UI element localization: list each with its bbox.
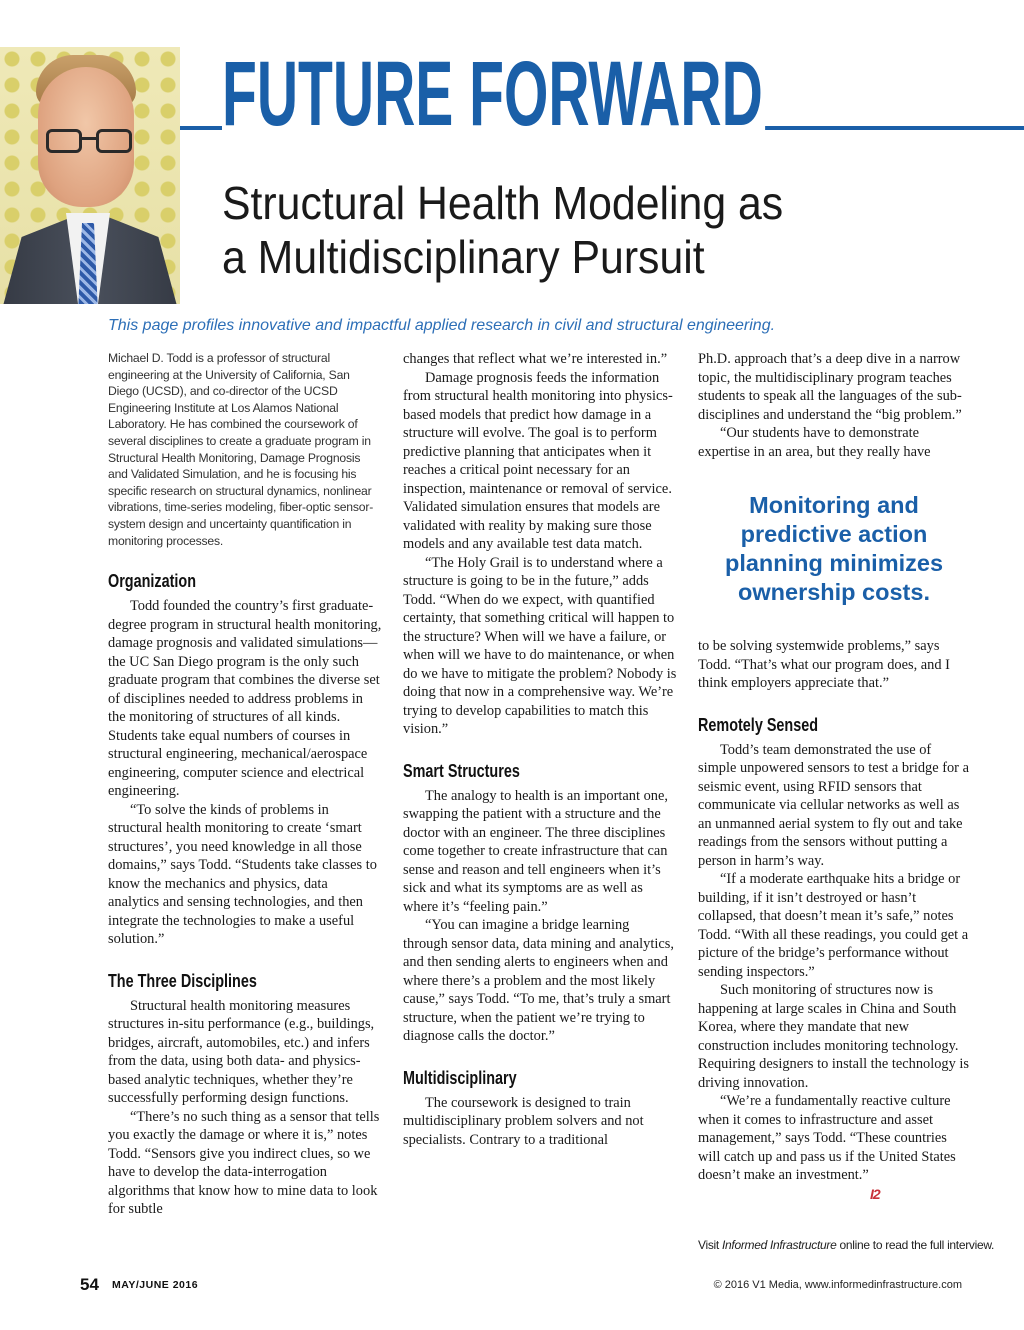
intro-text: This page profiles innovative and impactful applied research in civil and structural engineering. [108, 317, 776, 334]
photo-glasses [46, 129, 132, 155]
article-title-line2: a Multidisciplinary Pursuit [222, 231, 705, 283]
article-title-line1: Structural Health Modeling as [222, 177, 784, 229]
issue-date: MAY/JUNE 2016 [112, 1279, 199, 1291]
paragraph: “Our students have to demonstrate expertise in an area, but they really have [698, 425, 931, 460]
paragraph: Ph.D. approach that’s a deep dive in a narrow topic, the multidisciplinary program teaches students to speak all the languages of the sub-disciplines and understand the “big problem.” [698, 351, 962, 423]
paragraph: “To solve the kinds of problems in structural health monitoring to create ‘smart structures’, you need knowledge in all those domains,” says Todd. “Students take classes to know the mechanics and physics, data analytics and sensing technologies, and then integrate the technologies to make a useful solution.” [108, 801, 377, 948]
paragraph: The analogy to health is an important one, swapping the patient with a structure and the doctor with an engineer. The three disciplines come together to create infrastructure that can sense and reason and tell engineers when it’s sick and what its symptoms are as well as where it’s “feeling pain.” [403, 787, 668, 915]
paragraph: Todd founded the country’s first graduate-degree program in structural health monitoring, damage prognosis and validated simulations—the UC San Diego program is the only such graduate program that combines the diverse set of disciplines needed to address problems in the monitoring of structures of all kinds. Students take equal numbers of courses in structural engineering, mechanical/aerospace engineering, computer science and electrical engineering. [108, 598, 382, 800]
page-number: 54 [80, 1275, 99, 1294]
paragraph: Todd’s team demonstrated the use of simple unpowered sensors to test a bridge for a seismic event, using RFID sensors that communicate via cellular networks as well as an unmanned aerial system to fly out and take readings from the sensors without putting a person in harm’s way. [698, 741, 969, 869]
heading-multidisciplinary: Multidisciplinary [403, 1067, 517, 1088]
masthead: FUTURE FORWARD [222, 48, 765, 140]
paragraph: “You can imagine a bridge learning through sensor data, data mining and analytics, and then sending alerts to engineers when and where there’s a problem and the most likely cause,” says Todd. “To me, that’s truly a smart structure, when the patient we’re trying to diagnose calls the doctor.” [403, 917, 674, 1044]
paragraph: The coursework is designed to train multidisciplinary problem solvers and not specialists. Contrary to a traditional [403, 1094, 644, 1148]
end-mark-logo: I2 [870, 1185, 880, 1202]
visit-prefix: Visit [698, 1238, 722, 1252]
paragraph: “The Holy Grail is to understand where a structure is going to be in the future,” adds Todd. “When do we expect, with quantified certainty, that something critical will happen to the structure? When will we have a failure, or when will we have to do maintenance, or when do we have to mitigate the problem? Nobody is doing that now in a comprehensive way. We’re trying to develop capabilities to match this vision.” [403, 554, 677, 737]
author-photo [0, 47, 180, 304]
paragraph: “If a moderate earthquake hits a bridge or building, if it isn’t destroyed or hasn’t collapsed, that doesn’t mean it’s safe,” notes Todd. “With all these readings, you could get a picture of the bridge’s performance without sending inspectors.” [698, 871, 969, 980]
paragraph: “There’s no such thing as a sensor that tells you exactly the damage or where it is,” notes Todd. “Sensors give you indirect clues, so we have to develop the data-interrogation algorithms that know how to mine data to look for subtle [108, 1108, 380, 1218]
paragraph-final-text: “We’re a fundamentally reactive culture when it comes to infrastructure and asset management,” says Todd. “These countries will catch up and pass us if the United States doesn’t make an investment.” [698, 1093, 956, 1183]
paragraph: to be solving systemwide problems,” says Todd. “That’s what our program does, and I think employers appreciate that.” [698, 638, 950, 691]
heading-smart-structures: Smart Structures [403, 760, 520, 781]
visit-note [698, 1238, 994, 1252]
visit-suffix: online to read the full interview. [836, 1238, 995, 1252]
paragraph: Such monitoring of structures now is happening at large scales in China and South Korea, where they mandate that new construction includes monitoring technology. Requiring designers to install the technology is driving innovation. [698, 982, 969, 1091]
column-3 [698, 350, 970, 1204]
column-1 [108, 350, 382, 1219]
heading-three-disciplines: The Three Disciplines [108, 970, 257, 991]
paragraph: changes that reflect what we’re interested in.” [403, 351, 668, 367]
article-title [222, 176, 783, 284]
visit-publication: Informed Infrastructure [722, 1238, 837, 1252]
copyright: © 2016 V1 Media, www.informedinfrastructure.com [713, 1279, 962, 1291]
paragraph: Structural health monitoring measures structures in-situ performance (e.g., buildings, bridges, aircraft, automobiles, etc.) and infers from the data, using both data- and physics-based analytic techniques, whether they’re successfully performing design functions. [108, 997, 375, 1107]
heading-organization: Organization [108, 571, 197, 592]
paragraph: Damage prognosis feeds the information from structural health monitoring into physics-based models that predict how damage in a structure will evolve. The goal is to perform predictive planning that anticipates when it reaches a critical point necessary for an inspection, maintenance or removal of service. Validated simulation ensures that models are validated with reality by making sure those models and any available test data match. [403, 369, 673, 552]
author-bio: Michael D. Todd is a professor of structural engineering at the University of California, San Diego (UCSD), and co-director of the UCSD Engineering Institute at Los Alamos National Laboratory. He has combined the coursework of several disciplines to create a graduate program in Structural Health Monitoring, Damage Prognosis and Validated Simulation, and he is focusing his specific research on structural dynamics, nonlinear vibrations, time-series modeling, fiber-optic sensor-system design and uncertainty quantification in monitoring processes. [108, 351, 374, 548]
pull-quote: Monitoring and predictive action planning minimizes ownership costs. [724, 492, 944, 605]
heading-remotely-sensed: Remotely Sensed [698, 714, 819, 735]
paragraph-final [698, 1092, 970, 1204]
column-2 [403, 350, 677, 1149]
